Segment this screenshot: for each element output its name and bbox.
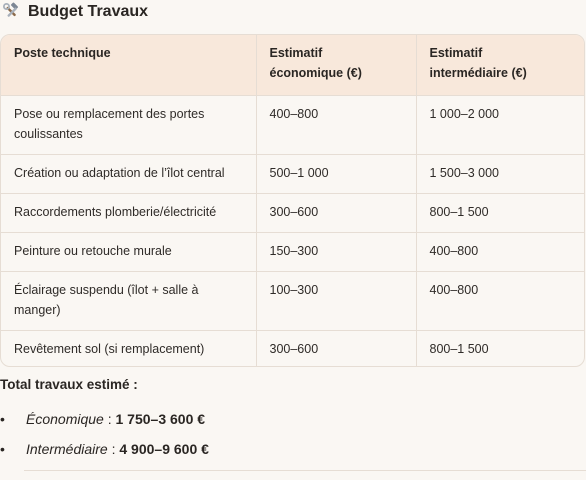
bullet-icon: • [0,411,5,427]
cell-intermediaire: 800–1 500 [429,341,489,356]
cell-intermediaire: 400–800 [429,282,479,297]
total-separator: : [107,441,120,457]
budget-table [0,34,585,367]
total-separator: : [103,411,116,427]
total-label: Intermédiaire [26,441,108,457]
table-row [1,232,585,271]
cell-economique: 300–600 [256,330,416,367]
section-heading [2,0,148,24]
total-value: 4 900–9 600 € [119,441,209,457]
total-value: 1 750–3 600 € [115,411,206,427]
tools-icon [2,2,22,22]
total-label: Économique [26,411,104,427]
divider [24,470,586,471]
table-row [1,193,585,232]
cell-poste: Éclairage suspendu (îlot + salle à manger) [1,271,256,330]
cell-poste: Création ou adaptation de l’îlot central [1,154,256,193]
cell-poste: Pose ou remplacement des portes coulissantes [1,95,256,154]
page-title: Budget Travaux [28,3,149,20]
cell-poste: Peinture ou retouche murale [1,232,256,271]
cell-economique: 150–300 [256,232,416,271]
cell-economique: 300–600 [256,193,416,232]
table-row [1,271,585,330]
cell-poste: Revêtement sol (si remplacement) [1,330,256,367]
cell-economique: 400–800 [256,95,416,154]
header-intermediaire: Estimatif intermédiaire (€) [429,46,527,80]
cell-economique: 500–1 000 [256,154,416,193]
cell-economique: 100–300 [256,271,416,330]
header-economique: Estimatif économique (€) [256,35,416,95]
table-row [1,154,585,193]
table-row [1,95,585,154]
cell-intermediaire: 400–800 [429,243,479,258]
cell-intermediaire: 1 500–3 000 [429,165,500,180]
bullet-icon: • [0,441,5,457]
cell-poste: Raccordements plomberie/électricité [1,193,256,232]
total-title: Total travaux estimé : [0,377,138,392]
cell-intermediaire: 800–1 500 [429,204,489,219]
cell-intermediaire: 1 000–2 000 [429,106,500,121]
list-item [0,434,580,464]
table-header-row [1,35,585,95]
table-row [1,330,585,367]
list-item [0,404,580,434]
total-list [0,404,580,464]
header-poste: Poste technique [1,35,256,95]
